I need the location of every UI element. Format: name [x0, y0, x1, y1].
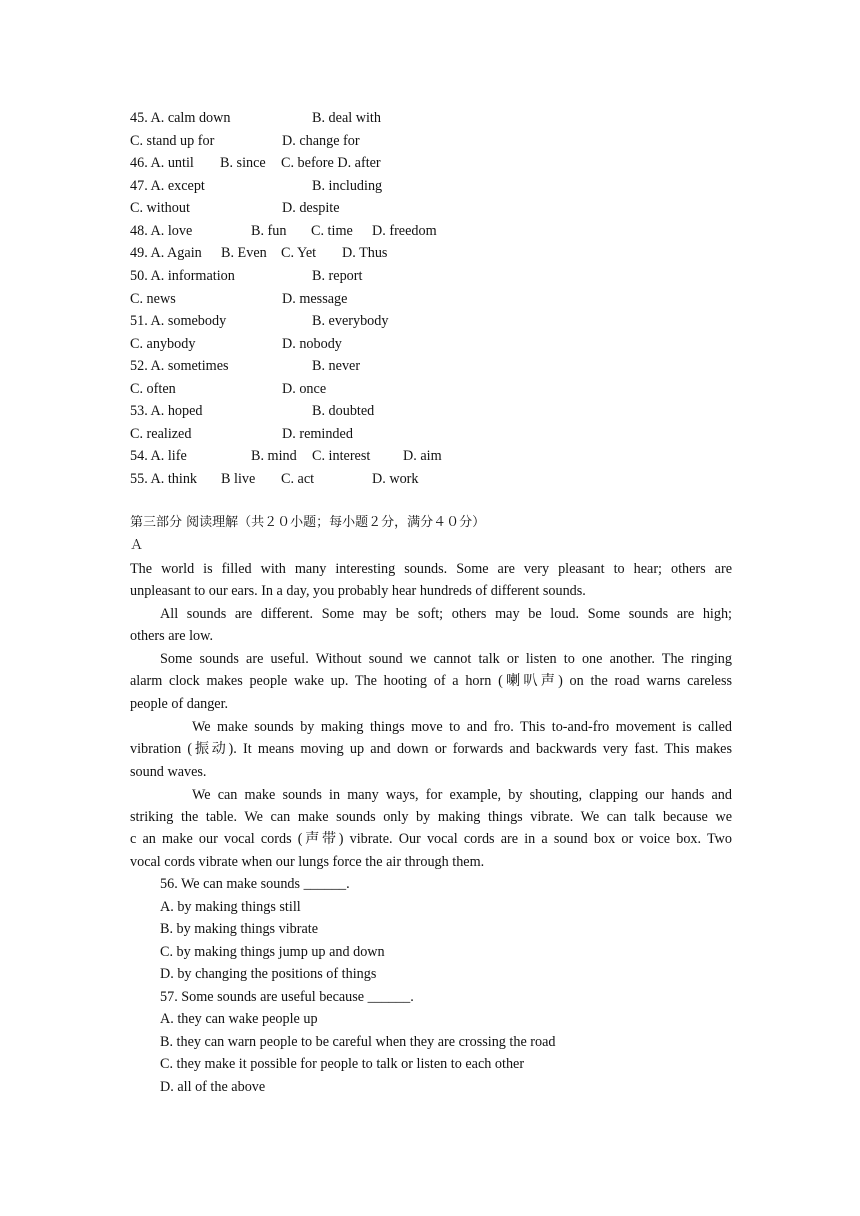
option-51-a: 51. A. somebody	[130, 313, 227, 329]
option-48-a: 48. A. love	[130, 223, 193, 239]
option-50-d: D. message	[282, 291, 348, 307]
question-56-option-a: A. by making things still	[160, 899, 301, 915]
option-49-b: B. Even	[221, 245, 267, 261]
option-50-c: C. news	[130, 291, 176, 307]
option-47-a: 47. A. except	[130, 178, 205, 194]
option-54-b: B. mind	[251, 448, 297, 464]
option-46-cd: C. before D. after	[281, 155, 381, 171]
option-49-d: D. Thus	[342, 245, 388, 261]
option-50-b: B. report	[312, 268, 363, 284]
option-52-c: C. often	[130, 381, 176, 397]
option-45-b: B. deal with	[312, 110, 381, 126]
question-56-option-b: B. by making things vibrate	[160, 921, 319, 937]
passage-p3-line2: alarm clock makes people wake up. The hooting of a horn (喇叭声) on the road warns careless	[130, 673, 732, 689]
option-51-b: B. everybody	[312, 313, 389, 329]
option-52-a: 52. A. sometimes	[130, 358, 229, 374]
passage-p1-line1: The world is filled with many interesting sounds. Some are very pleasant to hear; others are	[130, 561, 732, 577]
passage-p5-line2: striking the table. We can make sounds only by making things vibrate. We can talk because we	[130, 809, 732, 825]
option-48-c: C. time	[311, 223, 353, 239]
passage-p4-line1: We make sounds by making things move to and fro. This to-and-fro movement is called	[192, 719, 732, 735]
question-56-option-c: C. by making things jump up and down	[160, 944, 385, 960]
question-57-stem: 57. Some sounds are useful because ______.	[160, 989, 414, 1005]
section-header: 第三部分 阅读理解（共２０小题；每小题２分，满分４０分）	[130, 515, 486, 530]
option-52-d: D. once	[282, 381, 327, 397]
option-55-c: C. act	[281, 471, 315, 487]
question-57-option-c: C. they make it possible for people to talk or listen to each other	[160, 1056, 525, 1072]
option-46-b: B. since	[220, 155, 266, 171]
question-57-option-b: B. they can warn people to be careful when they are crossing the road	[160, 1034, 556, 1050]
option-49-a: 49. A. Again	[130, 245, 202, 261]
option-51-d: D. nobody	[282, 336, 342, 352]
option-54-d: D. aim	[403, 448, 442, 464]
passage-p3-line3: people of danger.	[130, 696, 229, 712]
option-51-c: C. anybody	[130, 336, 196, 352]
option-48-d: D. freedom	[372, 223, 437, 239]
option-53-c: C. realized	[130, 426, 192, 442]
option-54-a: 54. A. life	[130, 448, 187, 464]
option-54-c: C. interest	[312, 448, 371, 464]
option-55-b: B live	[221, 471, 256, 487]
option-47-c: C. without	[130, 200, 190, 216]
option-45-d: D. change for	[282, 133, 360, 149]
option-49-c: C. Yet	[281, 245, 317, 261]
passage-p1-line2: unpleasant to our ears. In a day, you probably hear hundreds of different sounds.	[130, 583, 586, 599]
option-47-b: B. including	[312, 178, 383, 194]
option-53-b: B. doubted	[312, 403, 375, 419]
passage-p5-line1: We can make sounds in many ways, for example, by shouting, clapping our hands and	[192, 787, 732, 803]
passage-p5-line4: vocal cords vibrate when our lungs force the air through them.	[130, 854, 485, 870]
passage-label: Ａ	[130, 538, 144, 553]
option-47-d: D. despite	[282, 200, 340, 216]
passage-p4-line3: sound waves.	[130, 764, 207, 780]
question-56-stem: 56. We can make sounds ______.	[160, 876, 350, 892]
option-45-a: 45. A. calm down	[130, 110, 231, 126]
question-56-option-d: D. by changing the positions of things	[160, 966, 377, 982]
option-55-d: D. work	[372, 471, 419, 487]
option-46-a: 46. A. until	[130, 155, 194, 171]
passage-p4-line2: vibration (振动). It means moving up and down or forwards and backwards very fast. This makes	[130, 741, 732, 757]
question-57-option-d: D. all of the above	[160, 1079, 266, 1095]
question-57-option-a: A. they can wake people up	[160, 1011, 318, 1027]
option-50-a: 50. A. information	[130, 268, 235, 284]
passage-p3-line1: Some sounds are useful. Without sound we cannot talk or listen to one another. The ringing	[160, 651, 732, 667]
passage-p2-line2: others are low.	[130, 628, 213, 644]
option-52-b: B. never	[312, 358, 361, 374]
option-53-d: D. reminded	[282, 426, 353, 442]
option-45-c: C. stand up for	[130, 133, 215, 149]
passage-p2-line1: All sounds are different. Some may be soft; others may be loud. Some sounds are high;	[160, 606, 732, 622]
passage-p5-line3: c an make our vocal cords (声带) vibrate. Our vocal cords are in a sound box or voice box. Two	[130, 831, 732, 847]
option-53-a: 53. A. hoped	[130, 403, 203, 419]
option-48-b: B. fun	[251, 223, 287, 239]
option-55-a: 55. A. think	[130, 471, 198, 487]
